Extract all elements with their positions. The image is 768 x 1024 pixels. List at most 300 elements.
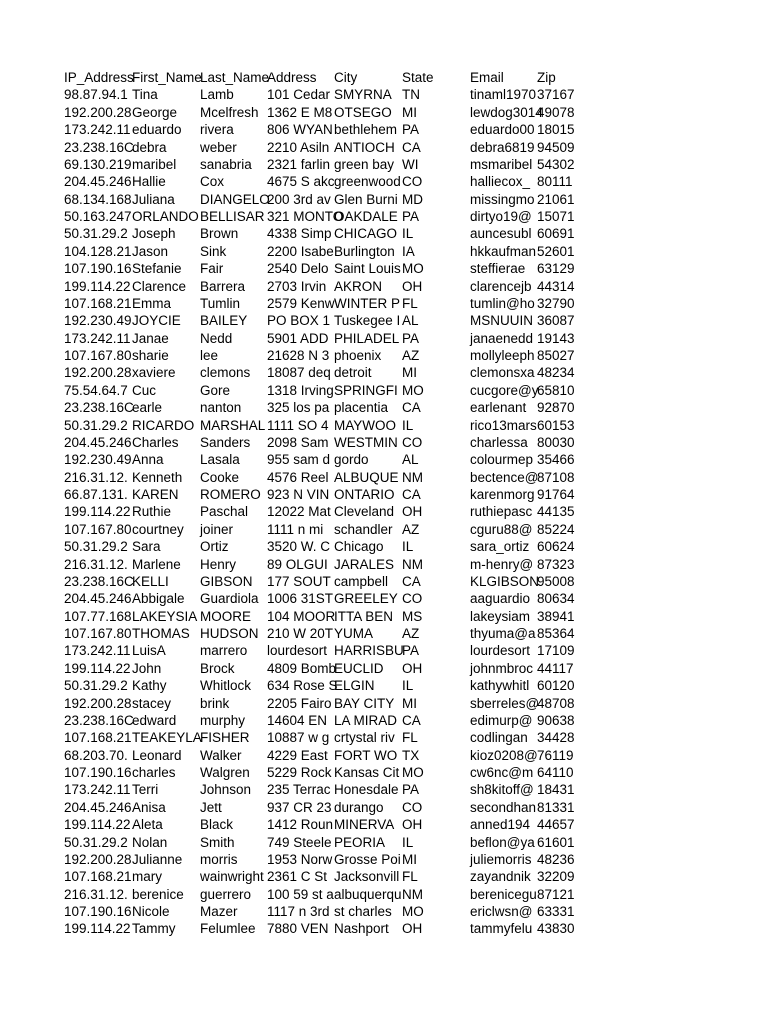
table-cell: janaenedd [470, 330, 534, 346]
table-cell: Nolan [132, 834, 168, 850]
table-cell: 177 SOUT [267, 573, 331, 589]
table-cell: Saint Louis [334, 261, 401, 277]
table-row [64, 660, 704, 677]
table-cell: HUDSON [200, 626, 259, 641]
table-cell: 14604 EN [267, 712, 328, 728]
table-cell: 100 59 st a [267, 886, 334, 902]
table-row [64, 556, 704, 573]
table-cell: rivera [200, 122, 234, 138]
table-cell: 17109 [537, 643, 575, 659]
table-cell: 18431 [537, 782, 575, 798]
table-cell: 107.168.21 [64, 869, 132, 885]
table-cell: beflon@ya [470, 834, 535, 850]
column-header: Address [267, 70, 317, 85]
table-row [64, 225, 704, 242]
table-cell: 66.87.131. [64, 487, 128, 502]
table-cell: nanton [200, 400, 242, 416]
table-row [64, 816, 704, 833]
table-cell: IL [402, 678, 414, 694]
table-cell: sanabria [200, 156, 252, 172]
table-cell: 1953 Norw [267, 851, 333, 867]
table-cell: MS [402, 608, 423, 624]
table-cell: 68.134.168 [64, 191, 132, 207]
table-cell: 50.31.29.2 [64, 834, 128, 850]
table-cell: Juliana [132, 191, 175, 207]
table-cell: 15071 [537, 209, 575, 224]
table-cell: MOORE [200, 608, 252, 624]
table-cell: 60691 [537, 226, 575, 242]
table-cell: maribel [132, 156, 177, 172]
table-cell: Stefanie [132, 261, 182, 277]
table-cell: Tumlin [200, 295, 241, 311]
table-cell: 210 W 20T [267, 626, 334, 641]
table-cell: ITTA BEN [334, 608, 394, 624]
table-row [64, 260, 704, 277]
table-cell: Brock [200, 660, 235, 676]
table-row [64, 799, 704, 816]
table-cell: 94509 [537, 139, 575, 155]
table-cell: 806 WYAN [267, 122, 333, 138]
table-cell: 5901 ADD [267, 330, 329, 346]
table-cell: 2210 Asiln [267, 139, 330, 155]
table-cell: 68.203.70. [64, 747, 128, 763]
table-row [64, 399, 704, 416]
table-cell: bectence@ [470, 469, 539, 485]
table-cell: dirtyo19@ [470, 209, 532, 224]
table-cell: 64110 [537, 765, 574, 780]
table-cell: ericlwsn@ [470, 904, 533, 919]
table-cell: Aleta [132, 817, 163, 833]
table-row [64, 573, 704, 590]
table-cell: clemonsxa [470, 365, 535, 381]
table-cell: 199.114.22 [64, 660, 131, 676]
table-cell: crtystal riv [334, 730, 395, 746]
table-cell: MI [402, 365, 417, 381]
table-cell: 192.200.28 [64, 104, 132, 120]
table-cell: 107.167.80 [64, 626, 132, 641]
table-cell: Whitlock [200, 678, 252, 694]
table-row [64, 851, 704, 868]
table-row [64, 278, 704, 295]
table-cell: 81331 [537, 799, 575, 815]
table-cell: xaviere [132, 365, 176, 381]
table-row [64, 538, 704, 555]
table-cell: lourdesort [267, 643, 328, 659]
table-cell: John [132, 660, 162, 676]
table-cell: Charles [132, 434, 179, 450]
table-cell: charlessa [470, 434, 528, 450]
table-cell: 192.200.28 [64, 695, 132, 711]
table-cell: m-henry@ [470, 556, 534, 572]
table-cell: Gore [200, 382, 231, 398]
table-cell: halliecox_ [470, 174, 531, 190]
table-cell: EUCLID [334, 660, 384, 676]
table-row [64, 295, 704, 312]
table-cell: PHILADEL [334, 330, 400, 346]
table-cell: ELGIN [334, 678, 375, 694]
table-cell: MO [402, 382, 424, 398]
table-cell: MO [402, 904, 424, 919]
table-cell: anned194 [470, 817, 531, 833]
table-cell: 95008 [537, 573, 575, 589]
table-cell: green bay [334, 156, 395, 172]
table-cell: 2579 Kenw [267, 295, 335, 311]
table-cell: phoenix [334, 348, 382, 363]
table-cell: 173.242.11 [64, 782, 131, 798]
table-cell: courtney [132, 521, 184, 537]
table-cell: Nedd [200, 330, 233, 346]
table-cell: Tammy [132, 921, 176, 937]
table-cell: CA [402, 139, 421, 155]
table-cell: KAREN [132, 487, 179, 502]
table-cell: johnmbroc [470, 660, 534, 676]
table-cell: charles [132, 765, 176, 780]
table-row [64, 347, 704, 364]
table-cell: 80111 [537, 174, 573, 190]
table-cell: 44657 [537, 817, 575, 833]
table-cell: MI [402, 104, 417, 120]
table-row [64, 712, 704, 729]
table-cell: AZ [402, 626, 420, 641]
table-cell: edimurp@ [470, 712, 533, 728]
table-cell: 23.238.16C [64, 139, 134, 155]
table-cell: CA [402, 712, 421, 728]
table-cell: Burlington [334, 243, 395, 259]
table-cell: 90638 [537, 712, 575, 728]
table-cell: 32209 [537, 869, 575, 885]
table-cell: Sara [132, 539, 161, 555]
table-cell: 54302 [537, 156, 575, 172]
table-cell: Black [200, 817, 234, 833]
table-cell: 87121 [537, 886, 575, 902]
table-cell: 21061 [537, 191, 575, 207]
table-cell: clemons [200, 365, 251, 381]
table-cell: 1318 Irving [267, 382, 334, 398]
table-cell: 65810 [537, 382, 575, 398]
table-cell: 955 sam d [267, 452, 331, 468]
table-cell: 4809 Bomb [267, 660, 337, 676]
table-cell: IA [402, 243, 415, 259]
table-row [64, 434, 704, 451]
table-cell: YUMA [334, 626, 374, 641]
table-cell: 107.167.80 [64, 521, 132, 537]
table-cell: IL [402, 417, 414, 433]
table-cell: berenice [132, 886, 184, 902]
table-cell: GREELEY [334, 591, 398, 607]
table-cell: 60153 [537, 417, 575, 433]
table-row [64, 208, 704, 225]
table-cell: 10887 w g [267, 730, 330, 746]
table-cell: Cooke [200, 469, 240, 485]
table-cell: Jett [200, 799, 222, 815]
table-cell: Honesdale [334, 782, 399, 798]
table-cell: bethlehem [334, 122, 398, 138]
table-cell: 48708 [537, 695, 575, 711]
table-cell: 2205 Fairo [267, 695, 332, 711]
table-cell: detroit [334, 365, 372, 381]
table-cell: Tina [132, 87, 158, 103]
table-cell: MI [402, 851, 417, 867]
table-cell: 85364 [537, 626, 575, 641]
table-cell: stacey [132, 695, 172, 711]
table-row [64, 608, 704, 625]
table-cell: 69.130.219 [64, 156, 132, 172]
table-cell: Paschal [200, 504, 249, 520]
table-cell: IL [402, 226, 414, 242]
table-cell: Kansas Cit [334, 765, 400, 780]
column-header: Zip [537, 70, 556, 85]
table-row [64, 330, 704, 347]
table-cell: 18015 [537, 122, 575, 138]
table-cell: greenwood [334, 174, 401, 190]
table-cell: 4338 Simp [267, 226, 332, 242]
table-cell: 937 CR 23 [267, 799, 332, 815]
table-cell: Jacksonvill [334, 869, 400, 885]
table-cell: FORT WO [334, 747, 398, 763]
table-cell: aaguardio [470, 591, 531, 607]
table-cell: 50.163.247 [64, 209, 132, 224]
table-cell: RICARDO [132, 417, 195, 433]
table-cell: 1362 E M8 [267, 104, 333, 120]
table-cell: Emma [132, 295, 172, 311]
table-cell: lee [200, 348, 219, 363]
table-cell: Anna [132, 452, 164, 468]
table-cell: 199.114.22 [64, 921, 131, 937]
table-cell: Fair [200, 261, 224, 277]
table-cell: GIBSON [200, 573, 253, 589]
table-cell: 50.31.29.2 [64, 417, 128, 433]
table-cell: 749 Steele [267, 834, 332, 850]
table-row [64, 868, 704, 885]
table-cell: 48236 [537, 851, 575, 867]
table-cell: 173.242.11 [64, 122, 131, 138]
table-cell: PA [402, 330, 420, 346]
table-cell: KELLI [132, 573, 169, 589]
table-cell: Hallie [132, 174, 166, 190]
table-cell: cw6nc@m [470, 765, 534, 780]
table-cell: Nicole [132, 904, 170, 919]
table-cell: Barrera [200, 278, 246, 294]
table-cell: CO [402, 434, 423, 450]
table-cell: secondhan [470, 799, 537, 815]
table-cell: 199.114.22 [64, 504, 131, 520]
table-cell: PA [402, 122, 420, 138]
table-cell: 52601 [537, 243, 575, 259]
table-cell: OH [402, 817, 423, 833]
table-cell: Grosse Poi [334, 851, 401, 867]
table-row [64, 417, 704, 434]
table-cell: 101 Cedar [267, 87, 331, 103]
table-cell: 37167 [537, 87, 575, 103]
table-cell: 199.114.22 [64, 817, 131, 833]
table-cell: Brown [200, 226, 239, 242]
table-cell: MO [402, 765, 424, 780]
table-cell: MO [402, 261, 424, 277]
column-header: State [402, 70, 434, 85]
table-cell: CHICAGO [334, 226, 398, 242]
table-cell: 87323 [537, 556, 575, 572]
table-cell: msmaribel [470, 156, 533, 172]
table-cell: KLGIBSON [470, 573, 540, 589]
table-cell: colourmep [470, 452, 534, 468]
table-cell: SPRINGFI [334, 382, 398, 398]
table-cell: Johnson [200, 782, 252, 798]
table-cell: lakeysiam [470, 608, 531, 624]
table-cell: Joseph [132, 226, 176, 242]
table-cell: sh8kitoff@ [470, 782, 534, 798]
table-cell: 35466 [537, 452, 575, 468]
column-header: Last_Name [200, 70, 270, 85]
table-cell: mollyleeph [470, 348, 535, 363]
table-cell: tinaml1970 [470, 87, 537, 103]
table-row [64, 695, 704, 712]
table-cell: FL [402, 295, 418, 311]
table-cell: 48234 [537, 365, 575, 381]
table-cell: WINTER P [334, 295, 400, 311]
table-cell: LAKEYSIA [132, 608, 198, 624]
table-cell: 76119 [537, 747, 574, 763]
table-cell: Marlene [132, 556, 181, 572]
table-row [64, 243, 704, 260]
table-cell: 38941 [537, 608, 575, 624]
table-cell: MARSHAL [200, 417, 266, 433]
table-cell: ROMERO [200, 487, 261, 502]
table-cell: 4576 Reel [267, 469, 329, 485]
table-row [64, 590, 704, 607]
table-cell: 204.45.246 [64, 799, 132, 815]
table-cell: 50.31.29.2 [64, 678, 128, 694]
table-cell: Mcelfresh [200, 104, 259, 120]
table-cell: 2200 Isabe [267, 243, 334, 259]
table-cell: earle [132, 400, 163, 416]
table-cell: 92870 [537, 400, 575, 416]
table-cell: Lamb [200, 87, 234, 103]
table-cell: Kathy [132, 678, 167, 694]
table-cell: marrero [200, 643, 248, 659]
table-cell: 34428 [537, 730, 575, 746]
table-row [64, 834, 704, 851]
column-header: Email [470, 70, 504, 85]
table-row [64, 729, 704, 746]
table-cell: 4675 S akc [267, 174, 335, 190]
table-cell: 192.200.28 [64, 365, 132, 381]
table-cell: IL [402, 539, 414, 555]
table-cell: 204.45.246 [64, 591, 132, 607]
table-cell: 87108 [537, 469, 575, 485]
table-cell: Leonard [132, 747, 182, 763]
table-cell: 44314 [537, 278, 575, 294]
table-cell: albuquerqu [334, 886, 402, 902]
table-row [64, 156, 704, 173]
table-cell: 61601 [537, 834, 575, 850]
table-cell: 43830 [537, 921, 575, 937]
table-row [64, 642, 704, 659]
table-row [64, 920, 704, 937]
table-cell: debra [132, 139, 167, 155]
table-cell: durango [334, 799, 384, 815]
table-cell: Julianne [132, 851, 183, 867]
table-cell: sberreles@ [470, 695, 540, 711]
table-cell: 104 MOOR [267, 608, 336, 624]
table-cell: HARRISBU [334, 643, 404, 659]
table-cell: Clarence [132, 278, 187, 294]
table-cell: 107.190.16 [64, 261, 132, 277]
table-cell: 80634 [537, 591, 575, 607]
table-cell: George [132, 104, 178, 120]
table-cell: 173.242.11 [64, 643, 131, 659]
table-cell: CO [402, 174, 423, 190]
table-cell: JARALES [334, 556, 395, 572]
table-cell: ALBUQUE [334, 469, 399, 485]
table-cell: Cox [200, 174, 225, 190]
table-cell: PA [402, 209, 420, 224]
table-cell: IL [402, 834, 414, 850]
table-cell: eduardo [132, 122, 182, 138]
table-cell: BAILEY [200, 313, 248, 329]
table-cell: karenmorg [470, 487, 535, 502]
table-cell: SMYRNA [334, 87, 392, 103]
table-cell: 44117 [537, 660, 574, 676]
table-cell: 85224 [537, 521, 575, 537]
table-row [64, 503, 704, 520]
table-row [64, 625, 704, 642]
table-cell: WESTMIN [334, 434, 398, 450]
table-cell: 23.238.16C [64, 712, 134, 728]
table-cell: weber [200, 139, 237, 155]
table-row [64, 903, 704, 920]
table-cell: wainwright [200, 869, 264, 885]
table-cell: Kenneth [132, 469, 183, 485]
table-cell: FISHER [200, 730, 250, 746]
table-row [64, 521, 704, 538]
table-cell: Terri [132, 782, 159, 798]
table-cell: 173.242.11 [64, 330, 131, 346]
table-row [64, 469, 704, 486]
table-cell: 12022 Mat [267, 504, 331, 520]
table-cell: MI [402, 695, 417, 711]
table-cell: 104.128.21 [64, 243, 132, 259]
table-cell: WI [402, 156, 419, 172]
table-cell: LA MIRAD [334, 712, 398, 728]
table-cell: CA [402, 400, 421, 416]
table-cell: Ortiz [200, 539, 229, 555]
table-row [64, 781, 704, 798]
column-header: IP_Address [64, 70, 134, 85]
table-row [64, 677, 704, 694]
table-cell: thyuma@a [470, 626, 536, 641]
table-cell: 63129 [537, 261, 575, 277]
table-cell: cguru88@ [470, 521, 533, 537]
table-cell: Cuc [132, 382, 157, 398]
table-cell: campbell [334, 573, 389, 589]
table-cell: BELLISAR [200, 209, 265, 224]
table-cell: 107.168.21 [64, 730, 132, 746]
table-cell: NM [402, 556, 423, 572]
table-row [64, 312, 704, 329]
table-cell: juliemorris [470, 851, 532, 867]
table-cell: tammyfelu [470, 921, 533, 937]
table-cell: MD [402, 191, 423, 207]
table-cell: edward [132, 712, 177, 728]
table-cell: cucgore@y [470, 382, 539, 398]
table-cell: 7880 VEN [267, 921, 329, 937]
table-row [64, 747, 704, 764]
table-row [64, 139, 704, 156]
table-cell: 19143 [537, 330, 575, 346]
table-cell: 204.45.246 [64, 434, 132, 450]
table-cell: 80030 [537, 434, 575, 450]
table-cell: Felumlee [200, 921, 256, 937]
